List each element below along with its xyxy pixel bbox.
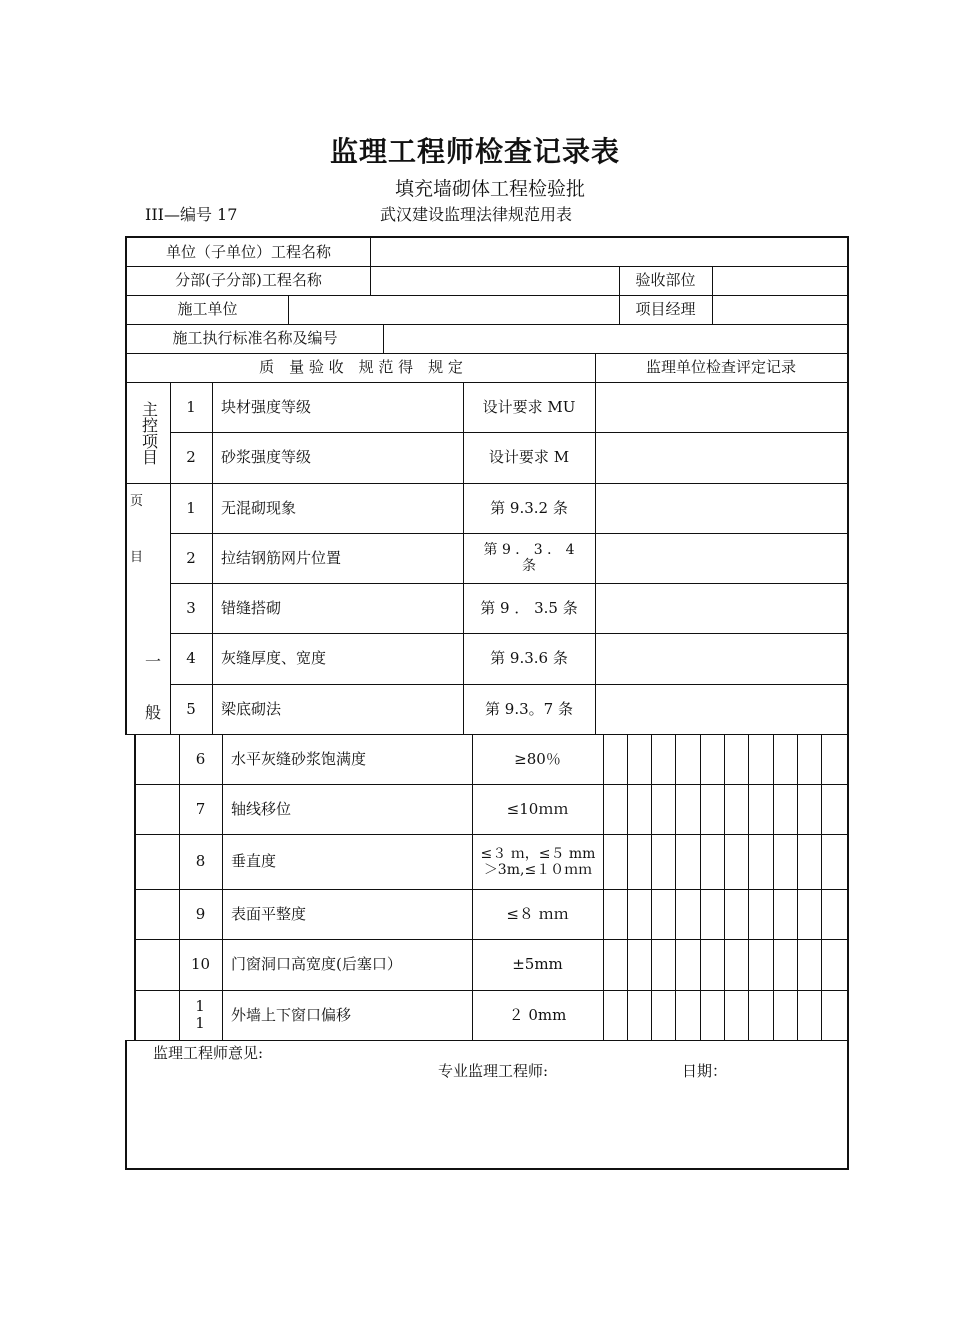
date-label: 日期： xyxy=(682,1062,728,1080)
general-row-3-req: 第 9 ． 3.5 条 xyxy=(480,598,578,617)
measure-row-11-no: 1 1 xyxy=(195,997,205,1032)
general-group-char-4: 般 xyxy=(145,703,162,722)
project-name-label: 单位（子单位）工程名称 xyxy=(165,242,331,261)
main-row-1-no: 1 xyxy=(186,397,196,416)
measure-row-11-item: 外墙上下窗口偏移 xyxy=(231,1005,352,1024)
general-row-2-item: 拉结钢筋网片位置 xyxy=(221,548,342,567)
general-row-2-no: 2 xyxy=(186,548,196,567)
general-row-4-item: 灰缝厚度、宽度 xyxy=(221,649,327,667)
standard-label: 施工执行标准名称及编号 xyxy=(172,329,338,347)
acceptance-part-label: 验收部位 xyxy=(635,271,696,289)
form-usage: 武汉建设监理法律规范用表 xyxy=(380,205,573,224)
measure-row-6-req: ≥80％ xyxy=(514,749,561,768)
general-row-2-req: 第 9 ． 3 ． 4 条 xyxy=(483,542,575,574)
general-row-4-no: 4 xyxy=(186,649,196,667)
measure-row-8-item: 垂直度 xyxy=(231,852,277,870)
measure-row-6-item: 水平灰缝砂浆饱满度 xyxy=(231,749,367,768)
subproject-label: 分部(子分部)工程名称 xyxy=(175,271,322,289)
spec-header-left: 质 量 验 收 规 范 得 规 定 xyxy=(259,358,463,376)
spec-header-right: 监理单位检查评定记录 xyxy=(645,358,796,376)
measure-row-11-req: ２ 0mm xyxy=(508,1005,567,1024)
form-code: III—编号 17 xyxy=(145,205,238,224)
main-control-group-label: 主控项目 xyxy=(139,400,159,465)
measure-row-7-item: 轴线移位 xyxy=(231,799,292,818)
measure-row-9-item: 表面平整度 xyxy=(231,904,307,923)
general-row-1-item: 无混砌现象 xyxy=(221,498,297,517)
general-row-5-req: 第 9.3。7 条 xyxy=(485,699,573,718)
measure-row-9-no: 9 xyxy=(195,904,206,923)
measure-row-6-no: 6 xyxy=(195,749,206,768)
measure-row-10-no: 10 xyxy=(190,955,211,973)
measure-row-8-no: 8 xyxy=(195,852,206,870)
general-group-char-3: 一 xyxy=(145,652,162,671)
manager-label: 项目经理 xyxy=(635,300,696,318)
measure-row-9-req: ≤８ ｍｍ xyxy=(506,904,569,923)
general-row-1-no: 1 xyxy=(186,498,196,517)
main-row-1-item: 块材强度等级 xyxy=(221,397,312,416)
general-row-5-no: 5 xyxy=(186,699,196,718)
main-row-2-item: 砂浆强度等级 xyxy=(221,448,312,466)
general-row-3-no: 3 xyxy=(186,598,196,617)
measure-row-10-item: 门窗洞口高宽度(后塞口） xyxy=(231,955,402,973)
measure-row-7-no: 7 xyxy=(195,799,206,818)
general-row-3-item: 错缝搭砌 xyxy=(221,598,282,617)
main-row-1-req: 设计要求 MU xyxy=(482,397,576,416)
page-subtitle: 填充墙砌体工程检验批 xyxy=(394,178,585,200)
general-group-char-2: 目 xyxy=(130,550,144,565)
general-row-4-req: 第 9.3.6 条 xyxy=(490,649,568,667)
engineer-signature-label: 专业监理工程师: xyxy=(438,1062,549,1080)
contractor-label: 施工单位 xyxy=(177,300,238,318)
measure-row-8-req: ≤３ ｍ，≤５ mm＞3m,≤１０ｍｍ xyxy=(480,845,596,878)
general-group-char-1: 页 xyxy=(130,494,144,509)
main-row-2-req: 设计要求 M xyxy=(488,448,570,466)
page-title: 监理工程师检查记录表 xyxy=(329,135,620,168)
opinion-label: 监理工程师意见: xyxy=(153,1044,264,1062)
main-row-2-no: 2 xyxy=(186,448,196,466)
general-row-1-req: 第 9.3.2 条 xyxy=(490,498,568,517)
measure-row-10-req: ±5mm xyxy=(512,955,563,973)
general-row-5-item: 梁底砌法 xyxy=(221,699,282,718)
measure-row-7-req: ≤10ｍｍ xyxy=(506,799,569,818)
